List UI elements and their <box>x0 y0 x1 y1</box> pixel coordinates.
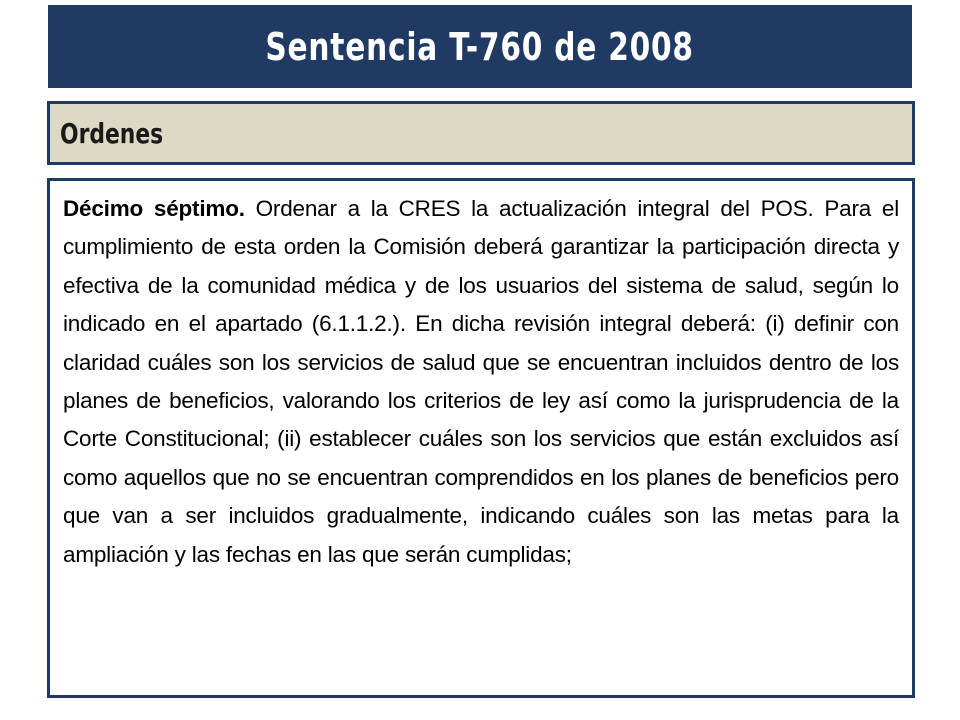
order-lead: Décimo séptimo. <box>63 196 245 221</box>
section-heading: Ordenes <box>60 116 164 150</box>
title-banner <box>48 5 912 88</box>
page-title: Sentencia T-760 de 2008 <box>265 24 695 69</box>
order-paragraph <box>63 190 899 574</box>
section-heading-box <box>47 101 915 165</box>
content-box <box>47 178 915 698</box>
order-body: Ordenar a la CRES la actualización integral del POS. Para el cumplimiento de esta orden la Comisión deberá garantizar la participación directa y efectiva de la comunidad médica y de los usuarios del sistema de salud, según lo indicado en el apartado (6.1.1.2.). En dicha revisión integral deberá: (i) definir con claridad cuáles son los servicios de salud que se encuentran incluidos dentro de los planes de beneficios, valorando los criterios de ley así como la jurisprudencia de la Corte Constitucional; (ii) establecer cuáles son los servicios que están excluidos así como aquellos que no se encuentran comprendidos en los planes de beneficios pero que van a ser incluidos gradualmente, indicando cuáles son las metas para la ampliación y las fechas en las que serán cumplidas; <box>63 196 900 567</box>
